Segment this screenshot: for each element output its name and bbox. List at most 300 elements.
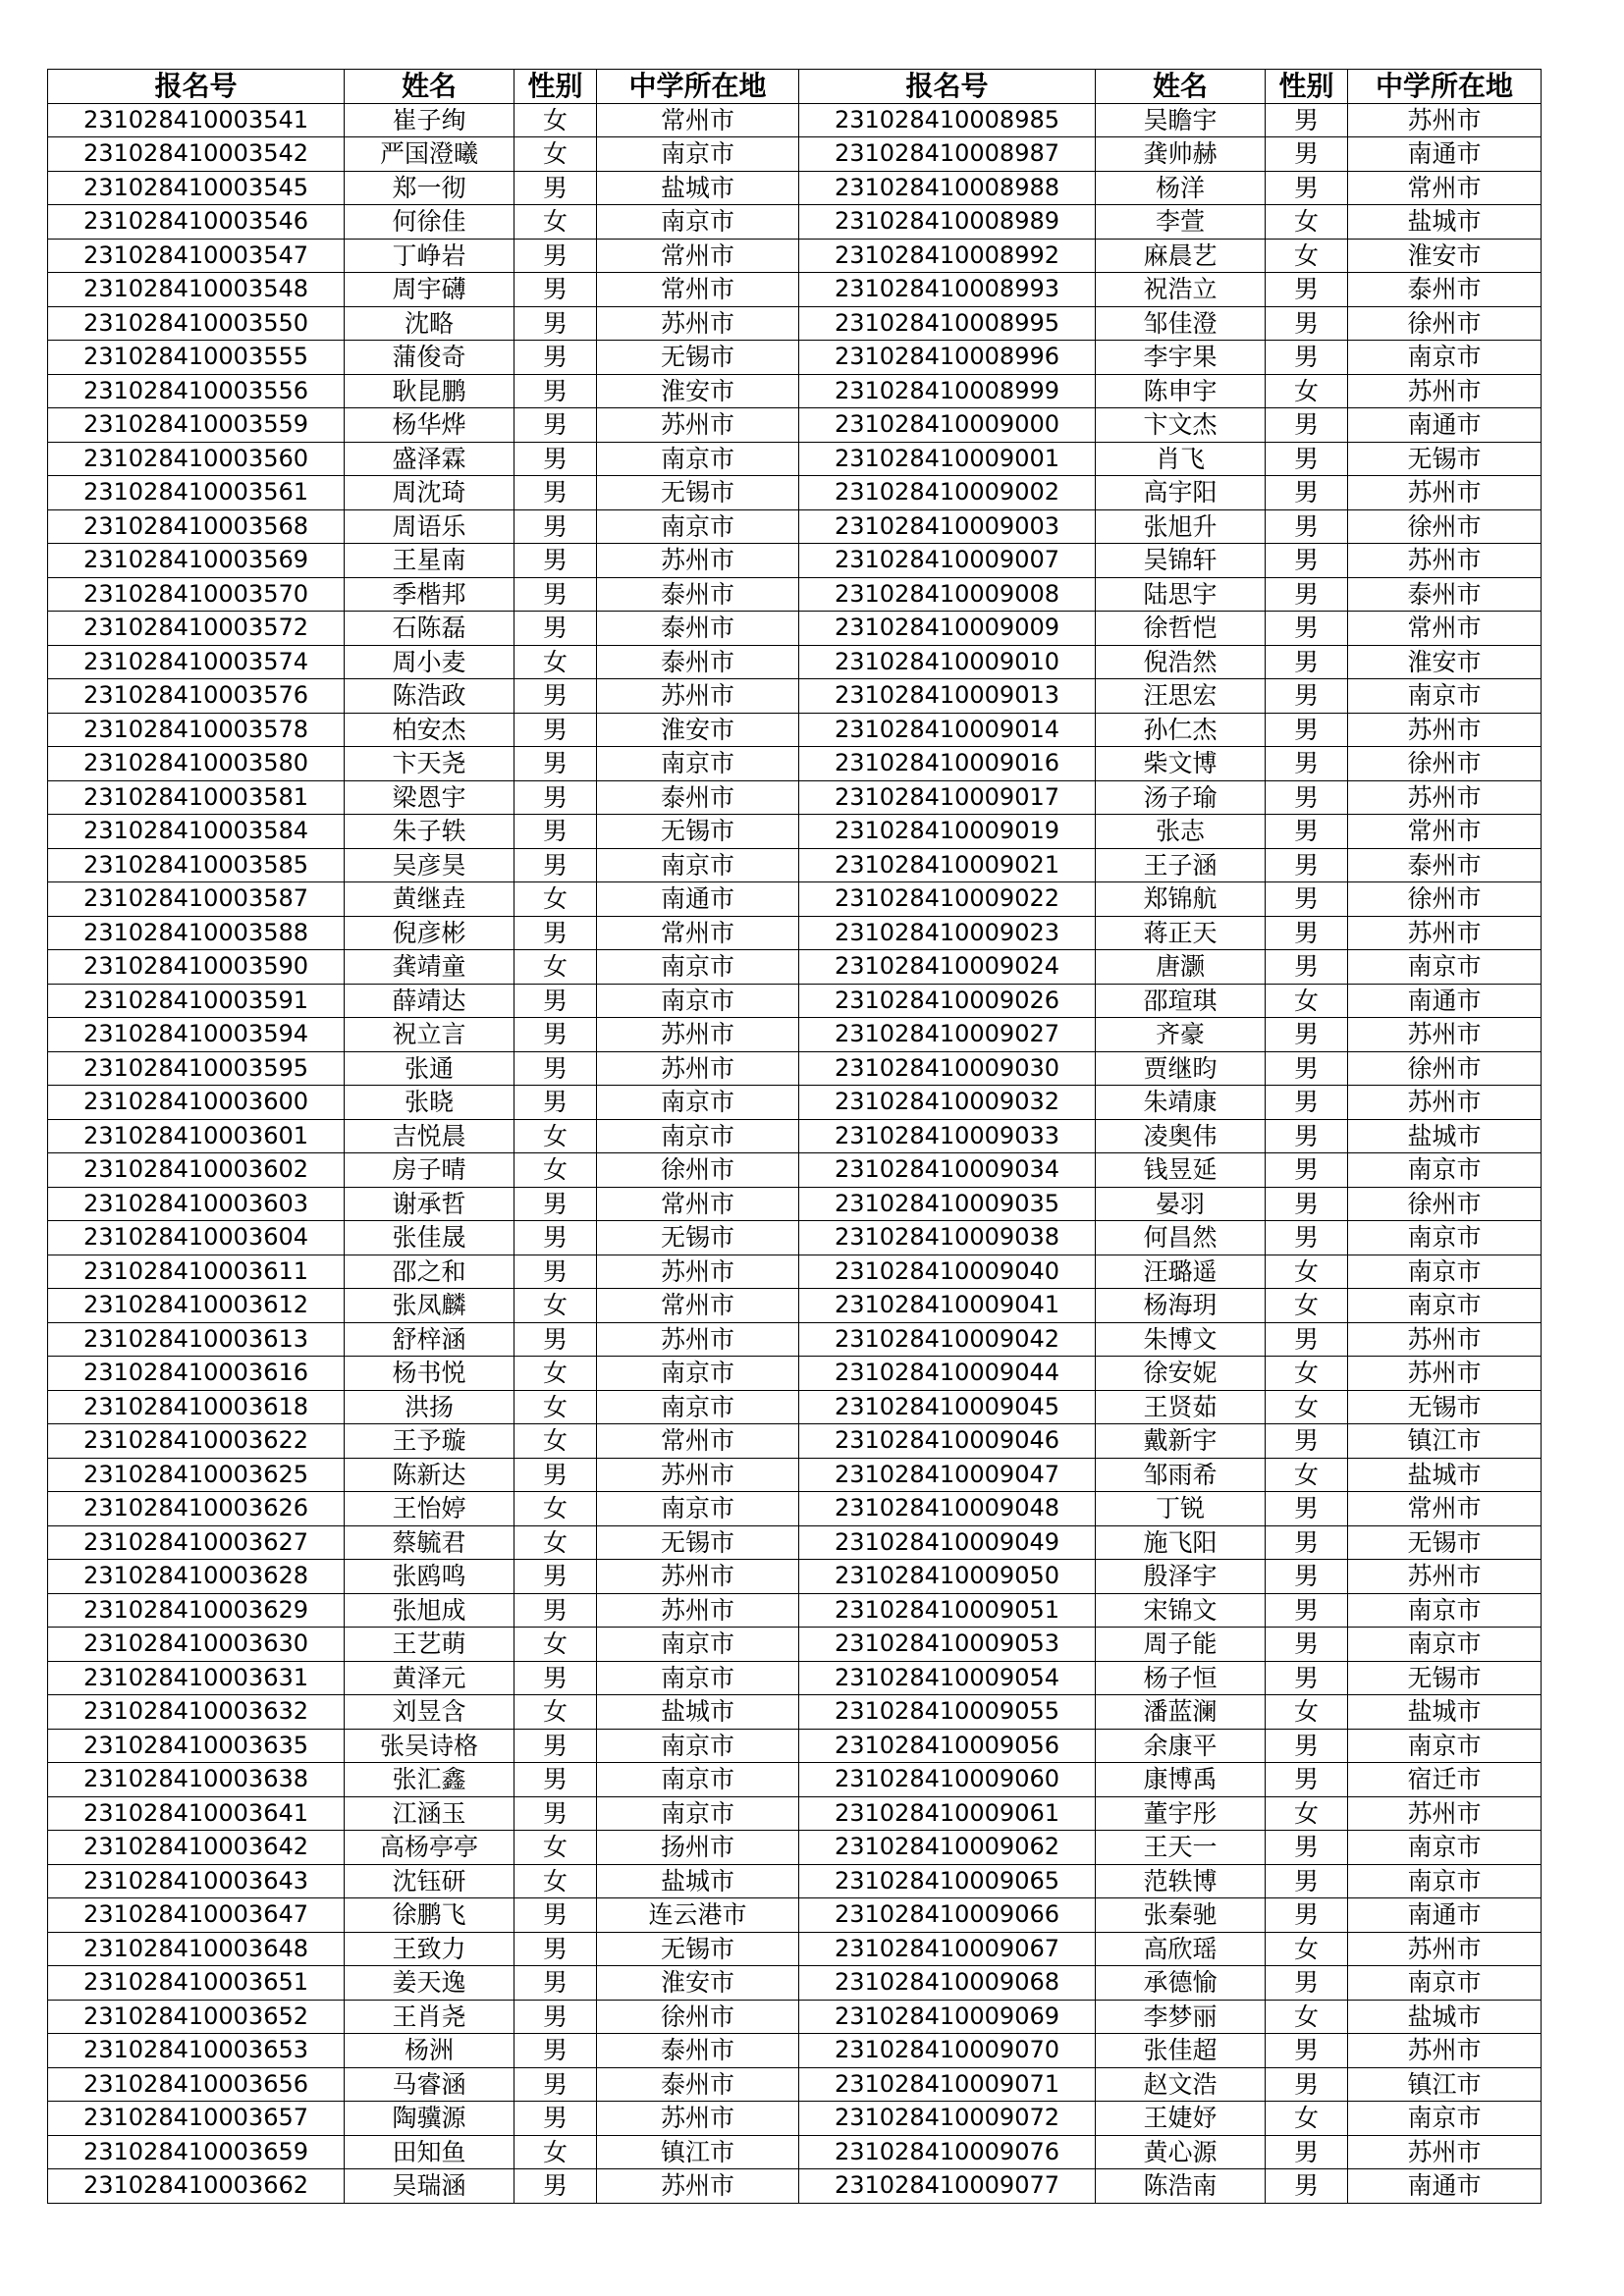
reg-no-cell: 231028410003613 bbox=[48, 1322, 345, 1357]
school-city-cell: 徐州市 bbox=[597, 2000, 799, 2034]
gender-cell: 女 bbox=[1266, 2000, 1348, 2034]
table-row bbox=[48, 2102, 1542, 2136]
gender-cell: 女 bbox=[514, 137, 597, 172]
name-cell: 沈钰研 bbox=[345, 1864, 514, 1898]
reg-no-cell: 231028410009034 bbox=[799, 1153, 1096, 1188]
school-city-cell: 苏州市 bbox=[1348, 916, 1542, 950]
table-row bbox=[48, 1086, 1542, 1120]
gender-cell: 男 bbox=[1266, 1864, 1348, 1898]
gender-cell: 男 bbox=[514, 171, 597, 205]
table-row bbox=[48, 1763, 1542, 1797]
gender-cell: 男 bbox=[1266, 645, 1348, 679]
gender-cell: 男 bbox=[514, 1086, 597, 1120]
school-city-cell: 无锡市 bbox=[597, 1221, 799, 1255]
table-row bbox=[48, 1729, 1542, 1763]
school-city-cell: 南京市 bbox=[597, 205, 799, 240]
table-row bbox=[48, 374, 1542, 408]
school-city-cell: 泰州市 bbox=[597, 2067, 799, 2102]
name-cell: 周宇礴 bbox=[345, 273, 514, 307]
name-cell: 高杨亭亭 bbox=[345, 1831, 514, 1865]
name-cell: 何昌然 bbox=[1096, 1221, 1266, 1255]
name-cell: 季楷邦 bbox=[345, 577, 514, 612]
reg-no-cell: 231028410003568 bbox=[48, 509, 345, 544]
table-row bbox=[48, 2034, 1542, 2068]
gender-cell: 男 bbox=[1266, 408, 1348, 443]
gender-cell: 男 bbox=[514, 747, 597, 781]
name-cell: 汪思宏 bbox=[1096, 679, 1266, 714]
gender-cell: 女 bbox=[1266, 205, 1348, 240]
school-city-cell: 苏州市 bbox=[597, 408, 799, 443]
name-cell: 房子晴 bbox=[345, 1153, 514, 1188]
reg-no-cell: 231028410003591 bbox=[48, 984, 345, 1018]
table-row bbox=[48, 1289, 1542, 1323]
school-city-cell: 南京市 bbox=[1348, 1593, 1542, 1628]
school-city-cell: 镇江市 bbox=[597, 2135, 799, 2169]
table-row bbox=[48, 1831, 1542, 1865]
table-row bbox=[48, 171, 1542, 205]
gender-cell: 男 bbox=[514, 848, 597, 882]
name-cell: 晏羽 bbox=[1096, 1187, 1266, 1221]
gender-cell: 男 bbox=[514, 273, 597, 307]
school-city-cell: 南京市 bbox=[597, 442, 799, 476]
reg-no-cell: 231028410008996 bbox=[799, 341, 1096, 375]
gender-cell: 男 bbox=[1266, 1153, 1348, 1188]
name-cell: 戴新宇 bbox=[1096, 1424, 1266, 1459]
gender-cell: 男 bbox=[514, 1729, 597, 1763]
reg-no-cell: 231028410003601 bbox=[48, 1119, 345, 1153]
school-city-cell: 泰州市 bbox=[597, 645, 799, 679]
gender-cell: 男 bbox=[1266, 950, 1348, 985]
gender-cell: 男 bbox=[514, 341, 597, 375]
name-cell: 凌奥伟 bbox=[1096, 1119, 1266, 1153]
gender-cell: 男 bbox=[1266, 1763, 1348, 1797]
reg-no-cell: 231028410009000 bbox=[799, 408, 1096, 443]
reg-no-cell: 231028410009026 bbox=[799, 984, 1096, 1018]
name-cell: 蒲俊奇 bbox=[345, 341, 514, 375]
name-cell: 杨洲 bbox=[345, 2034, 514, 2068]
gender-cell: 男 bbox=[1266, 1492, 1348, 1526]
table-row bbox=[48, 916, 1542, 950]
table-row bbox=[48, 273, 1542, 307]
gender-cell: 男 bbox=[514, 780, 597, 815]
gender-cell: 男 bbox=[1266, 1187, 1348, 1221]
reg-no-cell: 231028410009069 bbox=[799, 2000, 1096, 2034]
table-row bbox=[48, 780, 1542, 815]
name-cell: 蔡毓君 bbox=[345, 1525, 514, 1560]
table-row bbox=[48, 1255, 1542, 1289]
gender-cell: 男 bbox=[514, 1018, 597, 1052]
header-name: 姓名 bbox=[1096, 70, 1266, 104]
gender-cell: 男 bbox=[1266, 2135, 1348, 2169]
gender-cell: 男 bbox=[1266, 780, 1348, 815]
name-cell: 柏安杰 bbox=[345, 713, 514, 747]
reg-no-cell: 231028410003546 bbox=[48, 205, 345, 240]
school-city-cell: 无锡市 bbox=[597, 476, 799, 510]
table-row bbox=[48, 1357, 1542, 1391]
table-row bbox=[48, 848, 1542, 882]
name-cell: 杨书悦 bbox=[345, 1357, 514, 1391]
school-city-cell: 盐城市 bbox=[597, 1864, 799, 1898]
reg-no-cell: 231028410003641 bbox=[48, 1796, 345, 1831]
school-city-cell: 南京市 bbox=[1348, 1289, 1542, 1323]
reg-no-cell: 231028410009070 bbox=[799, 2034, 1096, 2068]
name-cell: 潘蓝澜 bbox=[1096, 1695, 1266, 1730]
reg-no-cell: 231028410003651 bbox=[48, 1966, 345, 2001]
table-row bbox=[48, 815, 1542, 849]
table-row bbox=[48, 408, 1542, 443]
name-cell: 张汇鑫 bbox=[345, 1763, 514, 1797]
gender-cell: 男 bbox=[1266, 1593, 1348, 1628]
reg-no-cell: 231028410003648 bbox=[48, 1932, 345, 1966]
gender-cell: 男 bbox=[514, 1898, 597, 1933]
table-row bbox=[48, 2135, 1542, 2169]
gender-cell: 男 bbox=[1266, 713, 1348, 747]
reg-no-cell: 231028410009060 bbox=[799, 1763, 1096, 1797]
table-row bbox=[48, 645, 1542, 679]
school-city-cell: 苏州市 bbox=[597, 306, 799, 341]
gender-cell: 女 bbox=[514, 1390, 597, 1424]
reg-no-cell: 231028410009035 bbox=[799, 1187, 1096, 1221]
name-cell: 周小麦 bbox=[345, 645, 514, 679]
gender-cell: 男 bbox=[514, 544, 597, 578]
name-cell: 丁峥岩 bbox=[345, 239, 514, 273]
school-city-cell: 泰州市 bbox=[597, 2034, 799, 2068]
reg-no-cell: 231028410009054 bbox=[799, 1661, 1096, 1695]
gender-cell: 男 bbox=[1266, 747, 1348, 781]
table-row bbox=[48, 747, 1542, 781]
school-city-cell: 苏州市 bbox=[597, 1458, 799, 1492]
school-city-cell: 盐城市 bbox=[1348, 1119, 1542, 1153]
name-cell: 吴瑞涵 bbox=[345, 2169, 514, 2204]
school-city-cell: 苏州市 bbox=[597, 2102, 799, 2136]
reg-no-cell: 231028410008993 bbox=[799, 273, 1096, 307]
school-city-cell: 南京市 bbox=[1348, 679, 1542, 714]
name-cell: 马睿涵 bbox=[345, 2067, 514, 2102]
name-cell: 齐豪 bbox=[1096, 1018, 1266, 1052]
school-city-cell: 南京市 bbox=[1348, 1153, 1542, 1188]
gender-cell: 男 bbox=[514, 1763, 597, 1797]
reg-no-cell: 231028410009014 bbox=[799, 713, 1096, 747]
name-cell: 周沈琦 bbox=[345, 476, 514, 510]
name-cell: 施飞阳 bbox=[1096, 1525, 1266, 1560]
gender-cell: 男 bbox=[514, 1322, 597, 1357]
reg-no-cell: 231028410003625 bbox=[48, 1458, 345, 1492]
school-city-cell: 苏州市 bbox=[1348, 1086, 1542, 1120]
reg-no-cell: 231028410003616 bbox=[48, 1357, 345, 1391]
reg-no-cell: 231028410009050 bbox=[799, 1560, 1096, 1594]
gender-cell: 男 bbox=[514, 1458, 597, 1492]
name-cell: 蒋正天 bbox=[1096, 916, 1266, 950]
school-city-cell: 无锡市 bbox=[1348, 1525, 1542, 1560]
reg-no-cell: 231028410009021 bbox=[799, 848, 1096, 882]
name-cell: 陈申宇 bbox=[1096, 374, 1266, 408]
gender-cell: 男 bbox=[1266, 1831, 1348, 1865]
school-city-cell: 苏州市 bbox=[1348, 1357, 1542, 1391]
gender-cell: 女 bbox=[1266, 374, 1348, 408]
table-row bbox=[48, 1458, 1542, 1492]
reg-no-cell: 231028410009001 bbox=[799, 442, 1096, 476]
name-cell: 倪彦彬 bbox=[345, 916, 514, 950]
name-cell: 卞文杰 bbox=[1096, 408, 1266, 443]
reg-no-cell: 231028410003588 bbox=[48, 916, 345, 950]
reg-no-cell: 231028410009065 bbox=[799, 1864, 1096, 1898]
gender-cell: 男 bbox=[1266, 103, 1348, 137]
reg-no-cell: 231028410003584 bbox=[48, 815, 345, 849]
gender-cell: 女 bbox=[1266, 1255, 1348, 1289]
reg-no-cell: 231028410003569 bbox=[48, 544, 345, 578]
gender-cell: 男 bbox=[1266, 1628, 1348, 1662]
name-cell: 徐哲恺 bbox=[1096, 612, 1266, 646]
school-city-cell: 泰州市 bbox=[597, 577, 799, 612]
gender-cell: 男 bbox=[1266, 306, 1348, 341]
name-cell: 范轶博 bbox=[1096, 1864, 1266, 1898]
name-cell: 高宇阳 bbox=[1096, 476, 1266, 510]
gender-cell: 男 bbox=[514, 2102, 597, 2136]
school-city-cell: 无锡市 bbox=[597, 815, 799, 849]
table-row bbox=[48, 476, 1542, 510]
reg-no-cell: 231028410009013 bbox=[799, 679, 1096, 714]
gender-cell: 女 bbox=[514, 103, 597, 137]
name-cell: 卞天尧 bbox=[345, 747, 514, 781]
school-city-cell: 南京市 bbox=[597, 137, 799, 172]
name-cell: 李宇果 bbox=[1096, 341, 1266, 375]
school-city-cell: 苏州市 bbox=[1348, 1932, 1542, 1966]
reg-no-cell: 231028410003638 bbox=[48, 1763, 345, 1797]
school-city-cell: 苏州市 bbox=[1348, 103, 1542, 137]
school-city-cell: 泰州市 bbox=[597, 780, 799, 815]
school-city-cell: 淮安市 bbox=[597, 1966, 799, 2001]
gender-cell: 女 bbox=[1266, 984, 1348, 1018]
reg-no-cell: 231028410003611 bbox=[48, 1255, 345, 1289]
gender-cell: 男 bbox=[514, 2169, 597, 2204]
name-cell: 陶骥源 bbox=[345, 2102, 514, 2136]
school-city-cell: 南京市 bbox=[1348, 1831, 1542, 1865]
name-cell: 郑锦航 bbox=[1096, 882, 1266, 917]
gender-cell: 男 bbox=[1266, 171, 1348, 205]
table-row bbox=[48, 2067, 1542, 2102]
gender-cell: 男 bbox=[514, 612, 597, 646]
reg-no-cell: 231028410009033 bbox=[799, 1119, 1096, 1153]
table-row bbox=[48, 2169, 1542, 2204]
school-city-cell: 常州市 bbox=[597, 1289, 799, 1323]
table-row bbox=[48, 612, 1542, 646]
table-row bbox=[48, 1322, 1542, 1357]
gender-cell: 男 bbox=[1266, 476, 1348, 510]
school-city-cell: 南京市 bbox=[597, 1492, 799, 1526]
school-city-cell: 苏州市 bbox=[1348, 713, 1542, 747]
gender-cell: 男 bbox=[1266, 1086, 1348, 1120]
school-city-cell: 盐城市 bbox=[1348, 2000, 1542, 2034]
school-city-cell: 常州市 bbox=[1348, 171, 1542, 205]
name-cell: 杨子恒 bbox=[1096, 1661, 1266, 1695]
school-city-cell: 苏州市 bbox=[597, 1051, 799, 1086]
reg-no-cell: 231028410003612 bbox=[48, 1289, 345, 1323]
admission-list-table bbox=[47, 69, 1542, 2204]
name-cell: 黄继垚 bbox=[345, 882, 514, 917]
gender-cell: 女 bbox=[1266, 2102, 1348, 2136]
reg-no-cell: 231028410003659 bbox=[48, 2135, 345, 2169]
gender-cell: 女 bbox=[514, 2135, 597, 2169]
name-cell: 承德愉 bbox=[1096, 1966, 1266, 2001]
name-cell: 唐灏 bbox=[1096, 950, 1266, 985]
gender-cell: 男 bbox=[514, 679, 597, 714]
school-city-cell: 苏州市 bbox=[1348, 1322, 1542, 1357]
table-row bbox=[48, 1661, 1542, 1695]
reg-no-cell: 231028410009019 bbox=[799, 815, 1096, 849]
gender-cell: 男 bbox=[1266, 2034, 1348, 2068]
gender-cell: 男 bbox=[1266, 1661, 1348, 1695]
school-city-cell: 无锡市 bbox=[597, 341, 799, 375]
school-city-cell: 南京市 bbox=[1348, 1729, 1542, 1763]
table-row bbox=[48, 713, 1542, 747]
reg-no-cell: 231028410003545 bbox=[48, 171, 345, 205]
school-city-cell: 宿迁市 bbox=[1348, 1763, 1542, 1797]
school-city-cell: 苏州市 bbox=[1348, 1018, 1542, 1052]
table-row bbox=[48, 577, 1542, 612]
reg-no-cell: 231028410003590 bbox=[48, 950, 345, 985]
school-city-cell: 无锡市 bbox=[1348, 442, 1542, 476]
name-cell: 王怡婷 bbox=[345, 1492, 514, 1526]
name-cell: 王贤茹 bbox=[1096, 1390, 1266, 1424]
name-cell: 王艺萌 bbox=[345, 1628, 514, 1662]
name-cell: 张吴诗格 bbox=[345, 1729, 514, 1763]
table-row bbox=[48, 1018, 1542, 1052]
name-cell: 吴瞻宇 bbox=[1096, 103, 1266, 137]
reg-no-cell: 231028410003574 bbox=[48, 645, 345, 679]
reg-no-cell: 231028410009067 bbox=[799, 1932, 1096, 1966]
school-city-cell: 盐城市 bbox=[1348, 1458, 1542, 1492]
name-cell: 田知鱼 bbox=[345, 2135, 514, 2169]
name-cell: 王婕妤 bbox=[1096, 2102, 1266, 2136]
reg-no-cell: 231028410003560 bbox=[48, 442, 345, 476]
school-city-cell: 苏州市 bbox=[597, 544, 799, 578]
school-city-cell: 南京市 bbox=[1348, 341, 1542, 375]
school-city-cell: 常州市 bbox=[597, 103, 799, 137]
reg-no-cell: 231028410009049 bbox=[799, 1525, 1096, 1560]
reg-no-cell: 231028410009017 bbox=[799, 780, 1096, 815]
gender-cell: 男 bbox=[514, 1560, 597, 1594]
school-city-cell: 泰州市 bbox=[1348, 273, 1542, 307]
table-row bbox=[48, 509, 1542, 544]
name-cell: 王肖尧 bbox=[345, 2000, 514, 2034]
reg-no-cell: 231028410009044 bbox=[799, 1357, 1096, 1391]
gender-cell: 男 bbox=[514, 1796, 597, 1831]
table-row bbox=[48, 1932, 1542, 1966]
reg-no-cell: 231028410003632 bbox=[48, 1695, 345, 1730]
school-city-cell: 苏州市 bbox=[1348, 544, 1542, 578]
school-city-cell: 苏州市 bbox=[1348, 374, 1542, 408]
school-city-cell: 南京市 bbox=[597, 1628, 799, 1662]
school-city-cell: 南京市 bbox=[1348, 1255, 1542, 1289]
gender-cell: 男 bbox=[514, 1221, 597, 1255]
gender-cell: 女 bbox=[514, 1864, 597, 1898]
name-cell: 张秦驰 bbox=[1096, 1898, 1266, 1933]
reg-no-cell: 231028410003547 bbox=[48, 239, 345, 273]
name-cell: 刘昱含 bbox=[345, 1695, 514, 1730]
gender-cell: 女 bbox=[514, 950, 597, 985]
reg-no-cell: 231028410003653 bbox=[48, 2034, 345, 2068]
gender-cell: 男 bbox=[514, 306, 597, 341]
gender-cell: 男 bbox=[1266, 1221, 1348, 1255]
reg-no-cell: 231028410009027 bbox=[799, 1018, 1096, 1052]
school-city-cell: 南通市 bbox=[1348, 408, 1542, 443]
gender-cell: 男 bbox=[1266, 509, 1348, 544]
gender-cell: 男 bbox=[1266, 1898, 1348, 1933]
reg-no-cell: 231028410009024 bbox=[799, 950, 1096, 985]
school-city-cell: 常州市 bbox=[597, 239, 799, 273]
name-cell: 张志 bbox=[1096, 815, 1266, 849]
school-city-cell: 苏州市 bbox=[597, 1255, 799, 1289]
name-cell: 朱子轶 bbox=[345, 815, 514, 849]
name-cell: 吴彦昊 bbox=[345, 848, 514, 882]
gender-cell: 女 bbox=[1266, 1390, 1348, 1424]
school-city-cell: 常州市 bbox=[597, 1424, 799, 1459]
name-cell: 何徐佳 bbox=[345, 205, 514, 240]
school-city-cell: 南京市 bbox=[597, 1357, 799, 1391]
school-city-cell: 徐州市 bbox=[1348, 509, 1542, 544]
gender-cell: 男 bbox=[514, 577, 597, 612]
table-row bbox=[48, 306, 1542, 341]
gender-cell: 女 bbox=[514, 1153, 597, 1188]
header-gender: 性别 bbox=[1266, 70, 1348, 104]
reg-no-cell: 231028410008987 bbox=[799, 137, 1096, 172]
reg-no-cell: 231028410003635 bbox=[48, 1729, 345, 1763]
name-cell: 丁锐 bbox=[1096, 1492, 1266, 1526]
reg-no-cell: 231028410003618 bbox=[48, 1390, 345, 1424]
name-cell: 康博禹 bbox=[1096, 1763, 1266, 1797]
reg-no-cell: 231028410003647 bbox=[48, 1898, 345, 1933]
reg-no-cell: 231028410003643 bbox=[48, 1864, 345, 1898]
school-city-cell: 徐州市 bbox=[1348, 882, 1542, 917]
table-row bbox=[48, 137, 1542, 172]
gender-cell: 男 bbox=[1266, 544, 1348, 578]
reg-no-cell: 231028410003627 bbox=[48, 1525, 345, 1560]
table-row bbox=[48, 341, 1542, 375]
reg-no-cell: 231028410003622 bbox=[48, 1424, 345, 1459]
reg-no-cell: 231028410003656 bbox=[48, 2067, 345, 2102]
school-city-cell: 苏州市 bbox=[1348, 1560, 1542, 1594]
gender-cell: 男 bbox=[514, 239, 597, 273]
name-cell: 钱昱延 bbox=[1096, 1153, 1266, 1188]
header-reg-no: 报名号 bbox=[799, 70, 1096, 104]
school-city-cell: 连云港市 bbox=[597, 1898, 799, 1933]
reg-no-cell: 231028410003662 bbox=[48, 2169, 345, 2204]
table-row bbox=[48, 1525, 1542, 1560]
school-city-cell: 苏州市 bbox=[597, 1322, 799, 1357]
school-city-cell: 苏州市 bbox=[597, 1018, 799, 1052]
gender-cell: 女 bbox=[514, 1492, 597, 1526]
gender-cell: 男 bbox=[514, 374, 597, 408]
reg-no-cell: 231028410009045 bbox=[799, 1390, 1096, 1424]
reg-no-cell: 231028410009042 bbox=[799, 1322, 1096, 1357]
table-row bbox=[48, 1492, 1542, 1526]
name-cell: 邹雨希 bbox=[1096, 1458, 1266, 1492]
reg-no-cell: 231028410003600 bbox=[48, 1086, 345, 1120]
school-city-cell: 南京市 bbox=[597, 1119, 799, 1153]
reg-no-cell: 231028410008988 bbox=[799, 171, 1096, 205]
table-row bbox=[48, 1119, 1542, 1153]
name-cell: 麻晨艺 bbox=[1096, 239, 1266, 273]
table-row bbox=[48, 1187, 1542, 1221]
school-city-cell: 苏州市 bbox=[597, 679, 799, 714]
school-city-cell: 淮安市 bbox=[597, 374, 799, 408]
gender-cell: 男 bbox=[1266, 612, 1348, 646]
school-city-cell: 南京市 bbox=[597, 1729, 799, 1763]
name-cell: 龚靖童 bbox=[345, 950, 514, 985]
table-row bbox=[48, 1966, 1542, 2001]
school-city-cell: 南京市 bbox=[1348, 950, 1542, 985]
school-city-cell: 盐城市 bbox=[1348, 1695, 1542, 1730]
